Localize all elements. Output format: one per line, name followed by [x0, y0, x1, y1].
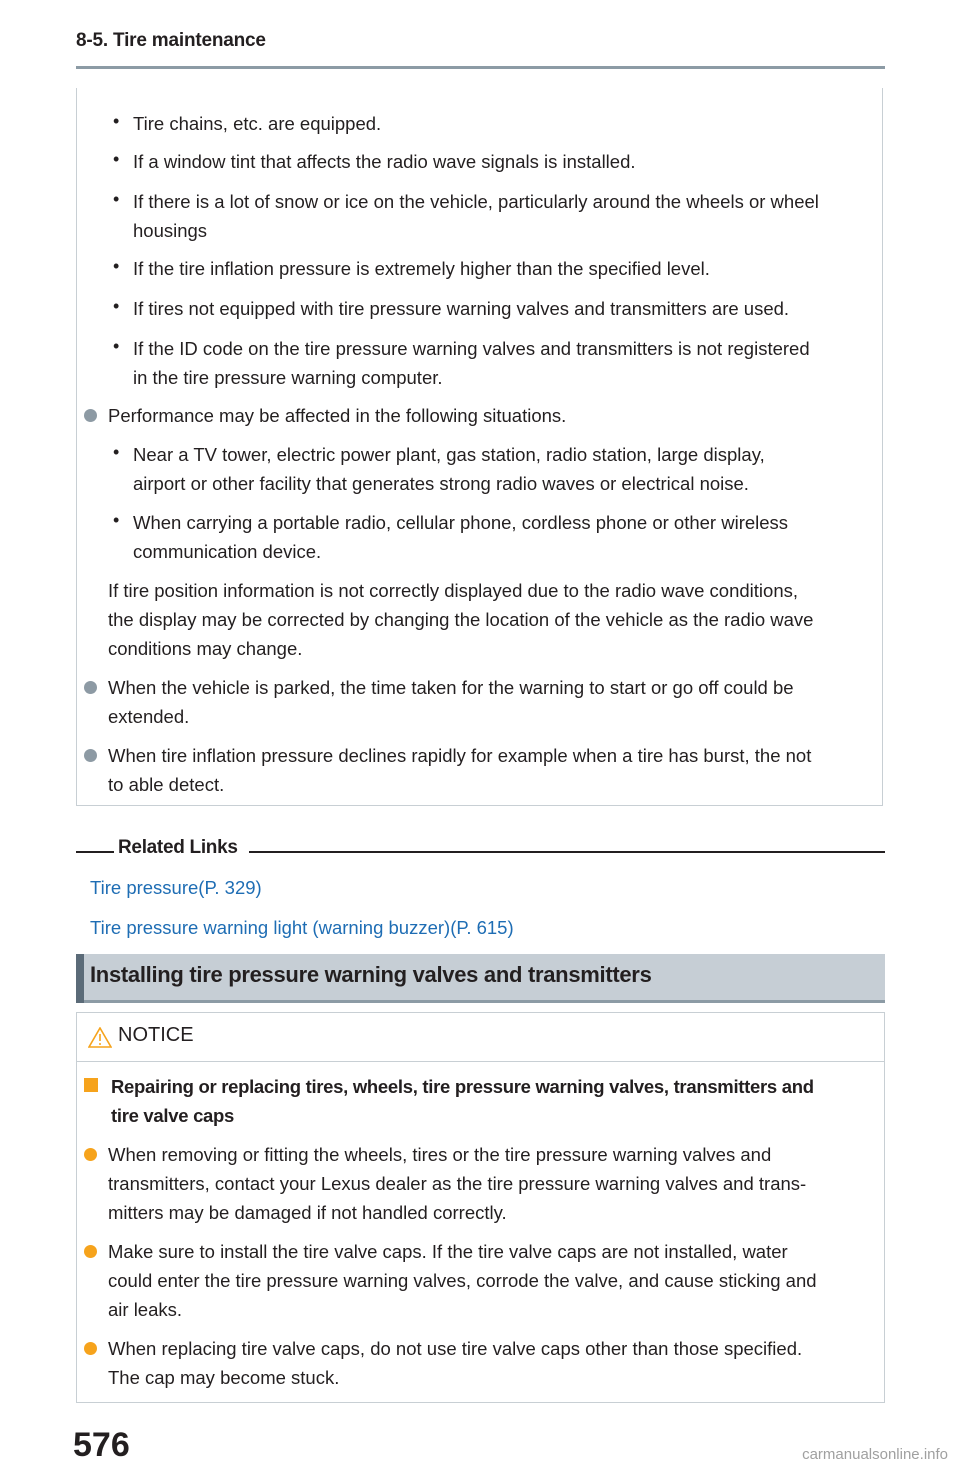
sub-bullet-text: Near a TV tower, electric power plant, gas station, radio station, large display, [133, 444, 765, 465]
header-rule [76, 66, 885, 69]
notice-heading: tire valve caps [111, 1105, 235, 1126]
paragraph-text: When the vehicle is parked, the time taken for the warning to start or go off could be [108, 677, 794, 698]
warning-triangle-icon [88, 1027, 112, 1048]
link-tire-pressure-warning-light[interactable]: Tire pressure warning light (warning buzzer)(P. 615) [90, 917, 514, 938]
related-links-title: Related Links [118, 837, 238, 858]
notice-text: transmitters, contact your Lexus dealer as the tire pressure warning valves and trans- [108, 1173, 807, 1194]
notice-text: air leaks. [108, 1299, 183, 1320]
sub-bullet-text: communication device. [133, 541, 322, 562]
paragraph-text: When tire inflation pressure declines rapidly for example when a tire has burst, the not [108, 745, 812, 766]
paragraph-text: the display may be corrected by changing the location of the vehicle as the radio wave [108, 609, 814, 630]
sub-bullet-text: housings [133, 220, 208, 241]
sub-bullet-text: airport or other facility that generates strong radio waves or electrical noise. [133, 473, 749, 494]
sub-bullet-text: in the tire pressure warning computer. [133, 367, 443, 388]
orange-circle-bullet [84, 1245, 97, 1258]
gray-circle-bullet [84, 749, 97, 762]
notice-label: NOTICE [118, 1024, 194, 1046]
bullet-dot: • [113, 510, 120, 530]
bullet-dot: • [113, 336, 120, 356]
section-accent [76, 954, 84, 1003]
notice-text: mitters may be damaged if not handled correctly. [108, 1202, 507, 1223]
sub-bullet-text: If a window tint that affects the radio wave signals is installed. [133, 151, 636, 172]
sub-bullet-text: If tires not equipped with tire pressure warning valves and transmitters are used. [133, 298, 790, 319]
section-header: 8-5. Tire maintenance [76, 30, 266, 51]
gray-circle-bullet [84, 409, 97, 422]
performance-title: Performance may be affected in the following situations. [108, 405, 567, 426]
sub-bullet-text: If there is a lot of snow or ice on the vehicle, particularly around the wheels or wheel [133, 191, 819, 212]
link-tire-pressure[interactable]: Tire pressure(P. 329) [90, 877, 262, 898]
related-rule-left [76, 851, 114, 853]
related-rule-right [249, 851, 885, 853]
orange-circle-bullet [84, 1342, 97, 1355]
orange-circle-bullet [84, 1148, 97, 1161]
orange-square-bullet [84, 1078, 98, 1092]
notice-text: When removing or fitting the wheels, tires or the tire pressure warning valves and [108, 1144, 772, 1165]
notice-text: could enter the tire pressure warning valves, corrode the valve, and cause sticking and [108, 1270, 817, 1291]
paragraph-text: extended. [108, 706, 190, 727]
bullet-dot: • [113, 442, 120, 462]
notice-text: Make sure to install the tire valve caps. If the tire valve caps are not installed, water [108, 1241, 788, 1262]
sub-bullet-text: If the ID code on the tire pressure warning valves and transmitters is not registered [133, 338, 810, 359]
notice-heading: Repairing or replacing tires, wheels, tire pressure warning valves, transmitters and [111, 1076, 814, 1097]
gray-circle-bullet [84, 681, 97, 694]
sub-bullet-text: Tire chains, etc. are equipped. [133, 113, 382, 134]
bullet-dot: • [113, 296, 120, 316]
sub-bullet-text: When carrying a portable radio, cellular phone, cordless phone or other wireless [133, 512, 789, 533]
sub-bullet-text: If the tire inflation pressure is extremely higher than the specified level. [133, 258, 710, 279]
notice-text: When replacing tire valve caps, do not use tire valve caps other than those specified. [108, 1338, 803, 1359]
section-title: Installing tire pressure warning valves and transmitters [90, 962, 652, 987]
notice-divider [77, 1061, 884, 1062]
bullet-dot: • [113, 189, 120, 209]
page-number: 576 [73, 1426, 130, 1464]
paragraph-text: to able detect. [108, 774, 225, 795]
notice-text: The cap may become stuck. [108, 1367, 340, 1388]
bullet-dot: • [113, 256, 120, 276]
bullet-dot: • [113, 149, 120, 169]
paragraph-text: conditions may change. [108, 638, 303, 659]
bullet-dot: • [113, 111, 120, 131]
watermark: carmanualsonline.info [802, 1446, 948, 1463]
paragraph-text: If tire position information is not correctly displayed due to the radio wave conditions, [108, 580, 799, 601]
